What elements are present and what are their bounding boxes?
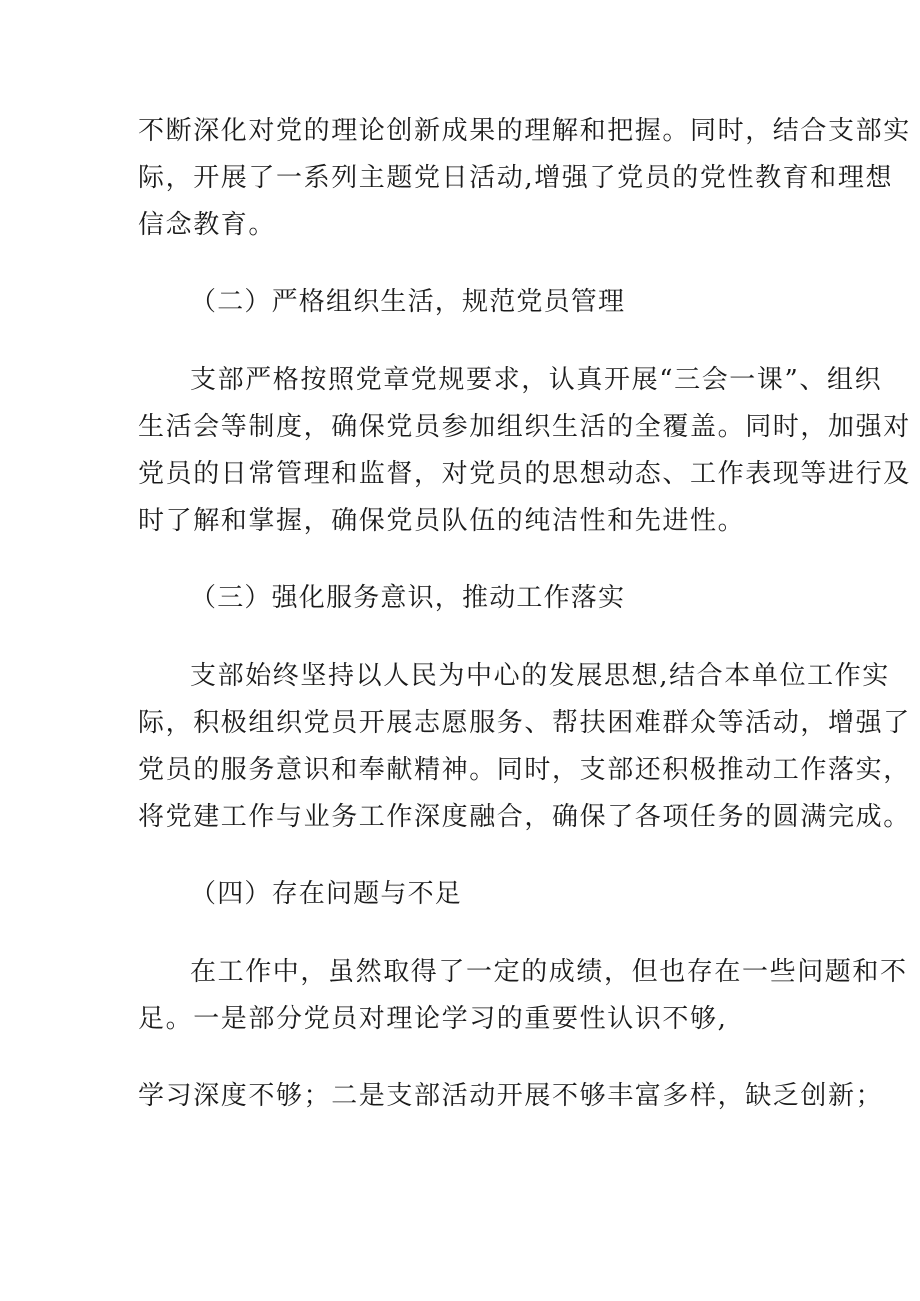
paragraph-line: 支部始终坚持以人民为中心的发展思想,结合本单位工作实	[190, 661, 890, 691]
paragraph-line: 际，积极组织党员开展志愿服务、帮扶困难群众等活动，增强了	[138, 708, 911, 738]
paragraph-line: 际，开展了一系列主题党日活动,增强了党员的党性教育和理想	[138, 163, 894, 193]
paragraph-line: 支部严格按照党章党规要求，认真开展“三会一课”、组织	[190, 365, 883, 395]
paragraph-line: 时了解和掌握，确保党员队伍的纯洁性和先进性。	[138, 506, 746, 536]
paragraph-line: 将党建工作与业务工作深度融合，确保了各项任务的圆满完成。	[138, 802, 911, 832]
paragraph-line: 学习深度不够；二是支部活动开展不够丰富多样，缺乏创新；	[138, 1081, 884, 1111]
section-heading-4: （四）存在问题与不足	[190, 879, 463, 909]
paragraph-line: 足。一是部分党员对理论学习的重要性认识不够,	[138, 1004, 728, 1034]
paragraph-line: 不断深化对党的理论创新成果的理解和把握。同时，结合支部实	[138, 116, 911, 146]
paragraph-line: 信念教育。	[138, 210, 277, 240]
paragraph-line: 党员的日常管理和监督，对党员的思想动态、工作表现等进行及	[138, 459, 911, 489]
section-heading-3: （三）强化服务意识，推动工作落实	[190, 583, 626, 613]
paragraph-line: 在工作中，虽然取得了一定的成绩，但也存在一些问题和不	[190, 957, 908, 987]
section-heading-2: （二）严格组织生活，规范党员管理	[190, 287, 626, 317]
paragraph-line: 党员的服务意识和奉献精神。同时，支部还积极推动工作落实，	[138, 755, 911, 785]
paragraph-line: 生活会等制度，确保党员参加组织生活的全覆盖。同时，加强对	[138, 412, 911, 442]
